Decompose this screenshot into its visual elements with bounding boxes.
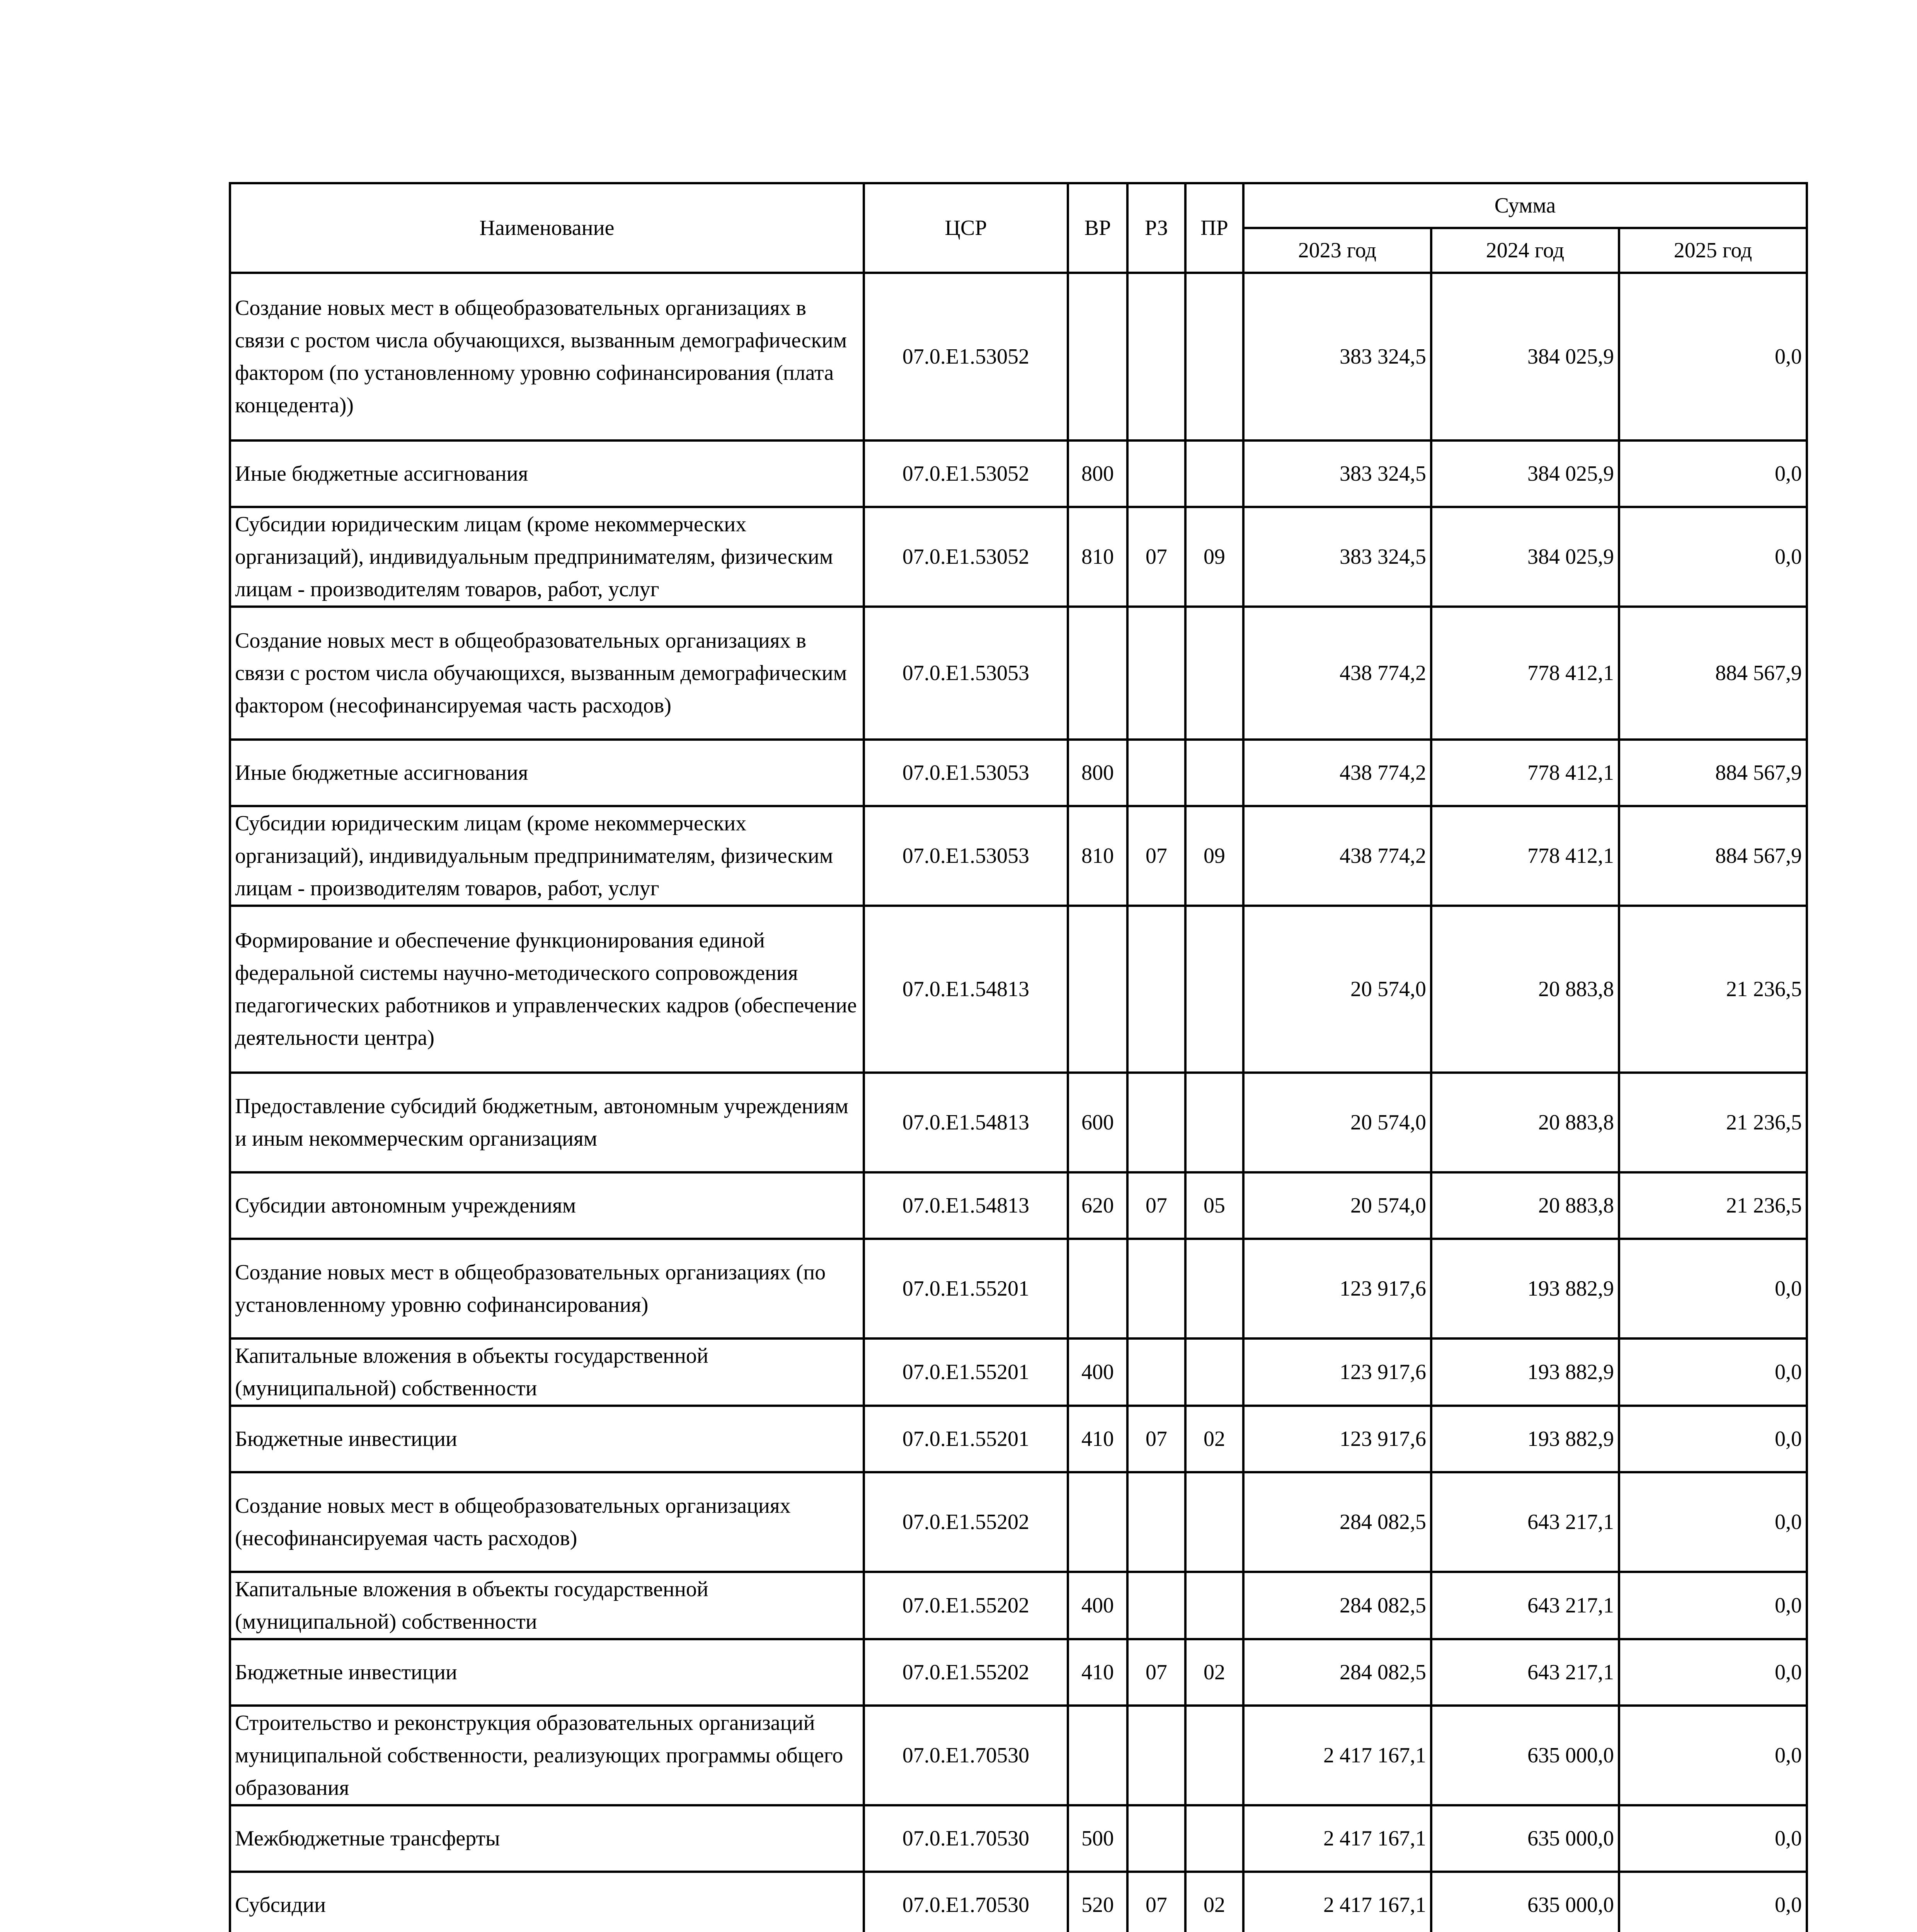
row-name: Капитальные вложения в объекты государственной (муниципальной) собственности: [230, 1338, 864, 1406]
header-rz: РЗ: [1127, 183, 1185, 273]
table-row: [230, 1805, 1807, 1872]
row-pr: [1185, 607, 1243, 740]
row-vr: 400: [1068, 1572, 1127, 1639]
row-pr: [1185, 1338, 1243, 1406]
row-csr: 07.0.Е1.55201: [864, 1406, 1068, 1472]
row-name: Субсидии юридическим лицам (кроме некоммерческих организаций), индивидуальным предпринимателям, физическим лицам - производителям товаров, работ, услуг: [230, 806, 864, 906]
table-row: [230, 1073, 1807, 1172]
table-row: [230, 607, 1807, 740]
row-rz: [1127, 1572, 1185, 1639]
row-2024: 20 883,8: [1431, 906, 1619, 1073]
row-csr: 07.0.Е1.53052: [864, 440, 1068, 507]
row-rz: 07: [1127, 1172, 1185, 1239]
row-vr: [1068, 906, 1127, 1073]
row-vr: [1068, 607, 1127, 740]
row-rz: [1127, 1472, 1185, 1572]
row-2025: 0,0: [1619, 1406, 1807, 1472]
row-csr: 07.0.Е1.70530: [864, 1805, 1068, 1872]
row-2023: 123 917,6: [1243, 1406, 1431, 1472]
row-vr: 810: [1068, 806, 1127, 906]
row-2023: 383 324,5: [1243, 507, 1431, 607]
row-vr: 500: [1068, 1805, 1127, 1872]
row-2023: 20 574,0: [1243, 1073, 1431, 1172]
row-pr: [1185, 1572, 1243, 1639]
header-pr: ПР: [1185, 183, 1243, 273]
row-2024: 635 000,0: [1431, 1872, 1619, 1932]
row-2025: 21 236,5: [1619, 1172, 1807, 1239]
header-2023: 2023 год: [1243, 228, 1431, 273]
row-2025: 0,0: [1619, 1706, 1807, 1805]
row-2025: 884 567,9: [1619, 607, 1807, 740]
row-2025: 0,0: [1619, 1805, 1807, 1872]
row-2025: 0,0: [1619, 1572, 1807, 1639]
header-2025: 2025 год: [1619, 228, 1807, 273]
table-row: [230, 273, 1807, 440]
row-2024: 635 000,0: [1431, 1805, 1619, 1872]
header-csr: ЦСР: [864, 183, 1068, 273]
row-rz: [1127, 273, 1185, 440]
row-2023: 20 574,0: [1243, 1172, 1431, 1239]
row-rz: 07: [1127, 507, 1185, 607]
row-2023: 2 417 167,1: [1243, 1805, 1431, 1872]
row-name: Субсидии автономным учреждениям: [230, 1172, 864, 1239]
row-pr: [1185, 1805, 1243, 1872]
row-2025: 884 567,9: [1619, 806, 1807, 906]
row-name: Предоставление субсидий бюджетным, автономным учреждениям и иным некоммерческим организациям: [230, 1073, 864, 1172]
row-2025: 21 236,5: [1619, 1073, 1807, 1172]
row-csr: 07.0.Е1.54813: [864, 1073, 1068, 1172]
row-2023: 438 774,2: [1243, 740, 1431, 806]
row-2023: 2 417 167,1: [1243, 1706, 1431, 1805]
row-pr: [1185, 1472, 1243, 1572]
row-pr: 02: [1185, 1872, 1243, 1932]
header-2024: 2024 год: [1431, 228, 1619, 273]
row-2025: 0,0: [1619, 1639, 1807, 1706]
row-name: Создание новых мест в общеобразовательных организациях (по установленному уровню софинансирования): [230, 1239, 864, 1338]
row-csr: 07.0.Е1.70530: [864, 1706, 1068, 1805]
table-row: [230, 1172, 1807, 1239]
row-2024: 643 217,1: [1431, 1472, 1619, 1572]
row-vr: [1068, 1706, 1127, 1805]
table-body: [230, 273, 1807, 1932]
row-2023: 284 082,5: [1243, 1572, 1431, 1639]
row-2024: 193 882,9: [1431, 1406, 1619, 1472]
table-row: [230, 507, 1807, 607]
row-vr: 810: [1068, 507, 1127, 607]
row-2023: 123 917,6: [1243, 1239, 1431, 1338]
row-2024: 384 025,9: [1431, 273, 1619, 440]
row-name: Иные бюджетные ассигнования: [230, 440, 864, 507]
row-name: Капитальные вложения в объекты государственной (муниципальной) собственности: [230, 1572, 864, 1639]
row-rz: 07: [1127, 1406, 1185, 1472]
row-rz: [1127, 1239, 1185, 1338]
table-row: [230, 1706, 1807, 1805]
row-csr: 07.0.Е1.53052: [864, 507, 1068, 607]
row-2024: 384 025,9: [1431, 507, 1619, 607]
row-csr: 07.0.Е1.55202: [864, 1572, 1068, 1639]
row-2023: 284 082,5: [1243, 1472, 1431, 1572]
table-row: [230, 1639, 1807, 1706]
row-csr: 07.0.Е1.53053: [864, 740, 1068, 806]
row-rz: [1127, 607, 1185, 740]
row-2024: 778 412,1: [1431, 740, 1619, 806]
row-csr: 07.0.Е1.70530: [864, 1872, 1068, 1932]
row-pr: [1185, 440, 1243, 507]
row-pr: [1185, 1073, 1243, 1172]
row-2024: 20 883,8: [1431, 1073, 1619, 1172]
row-pr: 02: [1185, 1639, 1243, 1706]
row-2024: 643 217,1: [1431, 1572, 1619, 1639]
row-vr: 410: [1068, 1639, 1127, 1706]
row-2023: 123 917,6: [1243, 1338, 1431, 1406]
row-rz: 07: [1127, 806, 1185, 906]
row-vr: [1068, 1472, 1127, 1572]
row-csr: 07.0.Е1.55201: [864, 1239, 1068, 1338]
header-vr: ВР: [1068, 183, 1127, 273]
row-2025: 884 567,9: [1619, 740, 1807, 806]
row-vr: 800: [1068, 740, 1127, 806]
row-csr: 07.0.Е1.53052: [864, 273, 1068, 440]
row-csr: 07.0.Е1.55201: [864, 1338, 1068, 1406]
row-vr: [1068, 1239, 1127, 1338]
row-2025: 0,0: [1619, 273, 1807, 440]
row-pr: [1185, 906, 1243, 1073]
row-name: Субсидии: [230, 1872, 864, 1932]
row-rz: [1127, 1805, 1185, 1872]
row-name: Создание новых мест в общеобразовательных организациях (несофинансируемая часть расходов): [230, 1472, 864, 1572]
table-row: [230, 806, 1807, 906]
row-rz: 07: [1127, 1639, 1185, 1706]
table-row: [230, 1338, 1807, 1406]
row-2024: 778 412,1: [1431, 806, 1619, 906]
header-sum: Сумма: [1243, 183, 1807, 228]
table-row: [230, 740, 1807, 806]
row-rz: [1127, 1706, 1185, 1805]
row-vr: 620: [1068, 1172, 1127, 1239]
row-pr: 09: [1185, 806, 1243, 906]
row-name: Строительство и реконструкция образовательных организаций муниципальной собственности, реализующих программы общего образования: [230, 1706, 864, 1805]
table-row: [230, 906, 1807, 1073]
header-name: Наименование: [230, 183, 864, 273]
row-csr: 07.0.Е1.55202: [864, 1472, 1068, 1572]
row-2023: 284 082,5: [1243, 1639, 1431, 1706]
row-pr: 09: [1185, 507, 1243, 607]
row-vr: 600: [1068, 1073, 1127, 1172]
row-name: Бюджетные инвестиции: [230, 1406, 864, 1472]
row-2025: 0,0: [1619, 1872, 1807, 1932]
row-name: Создание новых мест в общеобразовательных организациях в связи с ростом числа обучающихся, вызванным демографическим фактором (несофинансируемая часть расходов): [230, 607, 864, 740]
row-2024: 193 882,9: [1431, 1338, 1619, 1406]
row-vr: 800: [1068, 440, 1127, 507]
row-name: Бюджетные инвестиции: [230, 1639, 864, 1706]
table-row: [230, 1239, 1807, 1338]
row-rz: [1127, 1338, 1185, 1406]
row-name: Создание новых мест в общеобразовательных организациях в связи с ростом числа обучающихся, вызванным демографическим фактором (по установленному уровню софинансирования (плата концедента)): [230, 273, 864, 440]
row-pr: 05: [1185, 1172, 1243, 1239]
table-row: [230, 440, 1807, 507]
row-vr: 520: [1068, 1872, 1127, 1932]
row-rz: [1127, 740, 1185, 806]
row-2025: 0,0: [1619, 1472, 1807, 1572]
row-pr: [1185, 273, 1243, 440]
row-csr: 07.0.Е1.53053: [864, 607, 1068, 740]
row-name: Субсидии юридическим лицам (кроме некоммерческих организаций), индивидуальным предпринимателям, физическим лицам - производителям товаров, работ, услуг: [230, 507, 864, 607]
row-csr: 07.0.Е1.55202: [864, 1639, 1068, 1706]
row-vr: 400: [1068, 1338, 1127, 1406]
row-2025: 0,0: [1619, 507, 1807, 607]
row-2023: 20 574,0: [1243, 906, 1431, 1073]
row-2023: 383 324,5: [1243, 440, 1431, 507]
row-csr: 07.0.Е1.54813: [864, 1172, 1068, 1239]
row-vr: [1068, 273, 1127, 440]
row-name: Иные бюджетные ассигнования: [230, 740, 864, 806]
row-2025: 0,0: [1619, 1239, 1807, 1338]
row-2025: 0,0: [1619, 1338, 1807, 1406]
row-2024: 635 000,0: [1431, 1706, 1619, 1805]
row-2023: 438 774,2: [1243, 806, 1431, 906]
row-2024: 20 883,8: [1431, 1172, 1619, 1239]
row-vr: 410: [1068, 1406, 1127, 1472]
table-row: [230, 1406, 1807, 1472]
row-pr: [1185, 1239, 1243, 1338]
row-csr: 07.0.Е1.54813: [864, 906, 1068, 1073]
row-2025: 21 236,5: [1619, 906, 1807, 1073]
row-2024: 193 882,9: [1431, 1239, 1619, 1338]
row-2025: 0,0: [1619, 440, 1807, 507]
row-rz: [1127, 906, 1185, 1073]
row-name: Межбюджетные трансферты: [230, 1805, 864, 1872]
table-row: [230, 1472, 1807, 1572]
row-csr: 07.0.Е1.53053: [864, 806, 1068, 906]
row-2023: 383 324,5: [1243, 273, 1431, 440]
row-2024: 643 217,1: [1431, 1639, 1619, 1706]
row-rz: [1127, 440, 1185, 507]
row-pr: [1185, 1706, 1243, 1805]
row-name: Формирование и обеспечение функционирования единой федеральной системы научно-методического сопровождения педагогических работников и управленческих кадров (обеспечение деятельности центра): [230, 906, 864, 1073]
row-2024: 384 025,9: [1431, 440, 1619, 507]
table-row: [230, 1872, 1807, 1932]
row-2024: 778 412,1: [1431, 607, 1619, 740]
row-rz: 07: [1127, 1872, 1185, 1932]
row-2023: 2 417 167,1: [1243, 1872, 1431, 1932]
row-2023: 438 774,2: [1243, 607, 1431, 740]
row-rz: [1127, 1073, 1185, 1172]
row-pr: 02: [1185, 1406, 1243, 1472]
table-row: [230, 1572, 1807, 1639]
budget-table: [229, 182, 1808, 1932]
row-pr: [1185, 740, 1243, 806]
